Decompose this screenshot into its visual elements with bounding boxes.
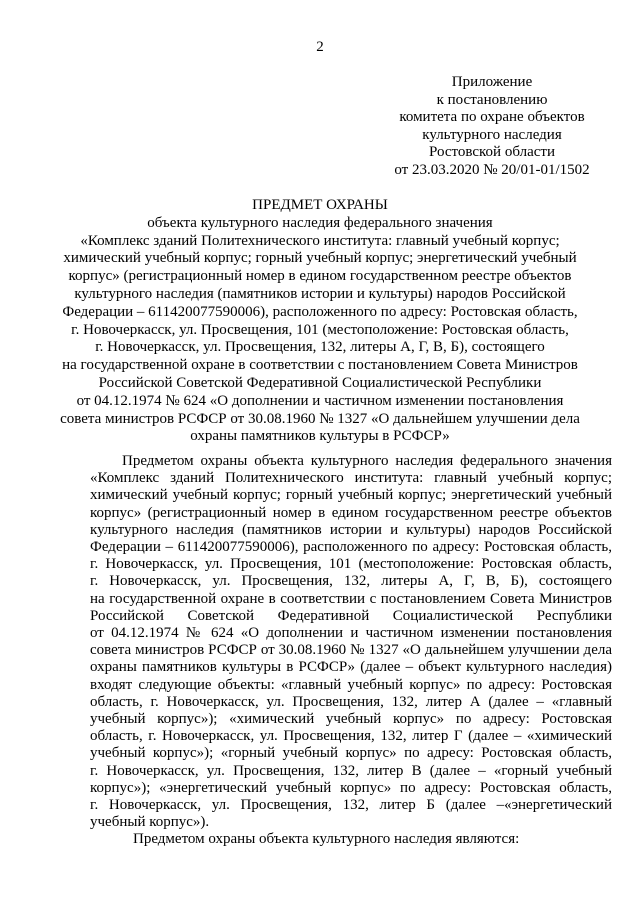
paragraph-line: Предметом охраны объекта культурного наследия федерального значения [122, 453, 612, 469]
title-heading: ПРЕДМЕТ ОХРАНЫ [252, 197, 388, 213]
title-line: г. Новочеркасск, ул. Просвещения, 101 (местоположение: Ростовская область, [71, 321, 569, 338]
paragraph-line: Российской Советской Федеративной Социалистической Республики [90, 607, 612, 624]
paragraph-2: Предметом охраны объекта культурного наследия являются: [133, 831, 520, 848]
appendix-line: Ростовской области [429, 144, 555, 161]
paragraph-line: г. Новочеркасск, ул. Просвещения, 132, литеры А, Г, В, Б), состоящего [90, 573, 612, 590]
paragraph-line: г. Новочеркасск, ул. Просвещения, 132, литер В (далее – «горный учебный [90, 762, 612, 779]
paragraph-line: корпус»); «энергетический учебный корпус» по адресу: Ростовская область, [90, 779, 612, 796]
title-line: г. Новочеркасск, ул. Просвещения, 132, литеры А, Г, В, Б), состоящего [95, 339, 545, 356]
paragraph-line: г. Новочеркасск, ул. Просвещения, 101 (местоположение: Ростовская область, [90, 556, 612, 573]
title-line: Федерации – 611420077590006), расположенного по адресу: Ростовская область, [62, 303, 578, 320]
body-text [90, 453, 612, 849]
paragraph-line: учебный корпус»); «химический учебный корпус» по адресу: Ростовская [90, 711, 612, 728]
title-line: Российской Советской Федеративной Социалистической Республики [98, 374, 542, 391]
title-line: от 04.12.1974 № 624 «О дополнении и частичном изменении постановления [76, 392, 564, 409]
paragraph-line: Федерации – 611420077590006), расположенного по адресу: Ростовская область, [90, 539, 612, 556]
appendix-line: от 23.03.2020 № 20/01-01/1502 [394, 161, 590, 178]
document-title [60, 197, 580, 446]
paragraph-line: г. Новочеркасск, ул. Просвещения, 132, литер Б (далее –«энергетический [90, 797, 612, 814]
paragraph-line: совета министров РСФСР от 30.08.1960 № 1327 «О дальнейшем улучшении дела [90, 642, 612, 659]
title-line: объекта культурного наследия федерального значения [147, 214, 493, 231]
appendix-header [392, 74, 592, 180]
paragraph-line: химический учебный корпус; горный учебный корпус; энергетический учебный [90, 487, 612, 504]
paragraph-line: «Комплекс зданий Политехнического института: главный учебный корпус; [90, 470, 612, 487]
appendix-line: к постановлению [436, 91, 548, 108]
title-line: совета министров РСФСР от 30.08.1960 № 1327 «О дальнейшем улучшении дела [60, 410, 580, 427]
paragraph-line: область, г. Новочеркасск, ул. Просвещения, 132, литер Г (далее – «химический [90, 728, 612, 745]
title-line: охраны памятников культуры в РСФСР» [190, 428, 450, 445]
appendix-line: культурного наследия [422, 126, 562, 143]
title-line: корпус» (регистрационный номер в едином государственном реестре объектов [68, 268, 572, 285]
paragraph-line: культурного наследия (памятников истории и культуры) народов Российской [90, 521, 612, 538]
paragraph-line: охраны памятников культуры в РСФСР» (далее – объект культурного наследия) [90, 659, 612, 676]
paragraph-line: входят следующие объекты: «главный учебный корпус» по адресу: Ростовская [90, 676, 612, 693]
paragraph-line: от 04.12.1974 № 624 «О дополнении и частичном изменении постановления [90, 625, 612, 642]
paragraph-line: учебный корпус»); «горный учебный корпус» по адресу: Ростовская область, [90, 745, 612, 762]
appendix-line: комитета по охране объектов [399, 109, 585, 126]
paragraph-line: корпус» (регистрационный номер в едином государственном реестре объектов [90, 504, 612, 521]
paragraph-line: область, г. Новочеркасск, ул. Просвещения, 132, литер А (далее – «главный [90, 693, 612, 710]
title-line: «Комплекс зданий Политехнического института: главный учебный корпус; [80, 232, 560, 249]
appendix-line: Приложение [451, 74, 533, 90]
title-line: культурного наследия (памятников истории и культуры) народов Российской [74, 285, 566, 302]
paragraph-line: учебный корпус»). [90, 814, 210, 831]
paragraph-line: на государственной охране в соответствии с постановлением Совета Министров [90, 590, 612, 607]
title-line: химический учебный корпус; горный учебный корпус; энергетический учебный [63, 250, 577, 267]
title-line: на государственной охране в соответствии с постановлением Совета Министров [62, 357, 578, 374]
page-number: 2 [316, 39, 324, 55]
